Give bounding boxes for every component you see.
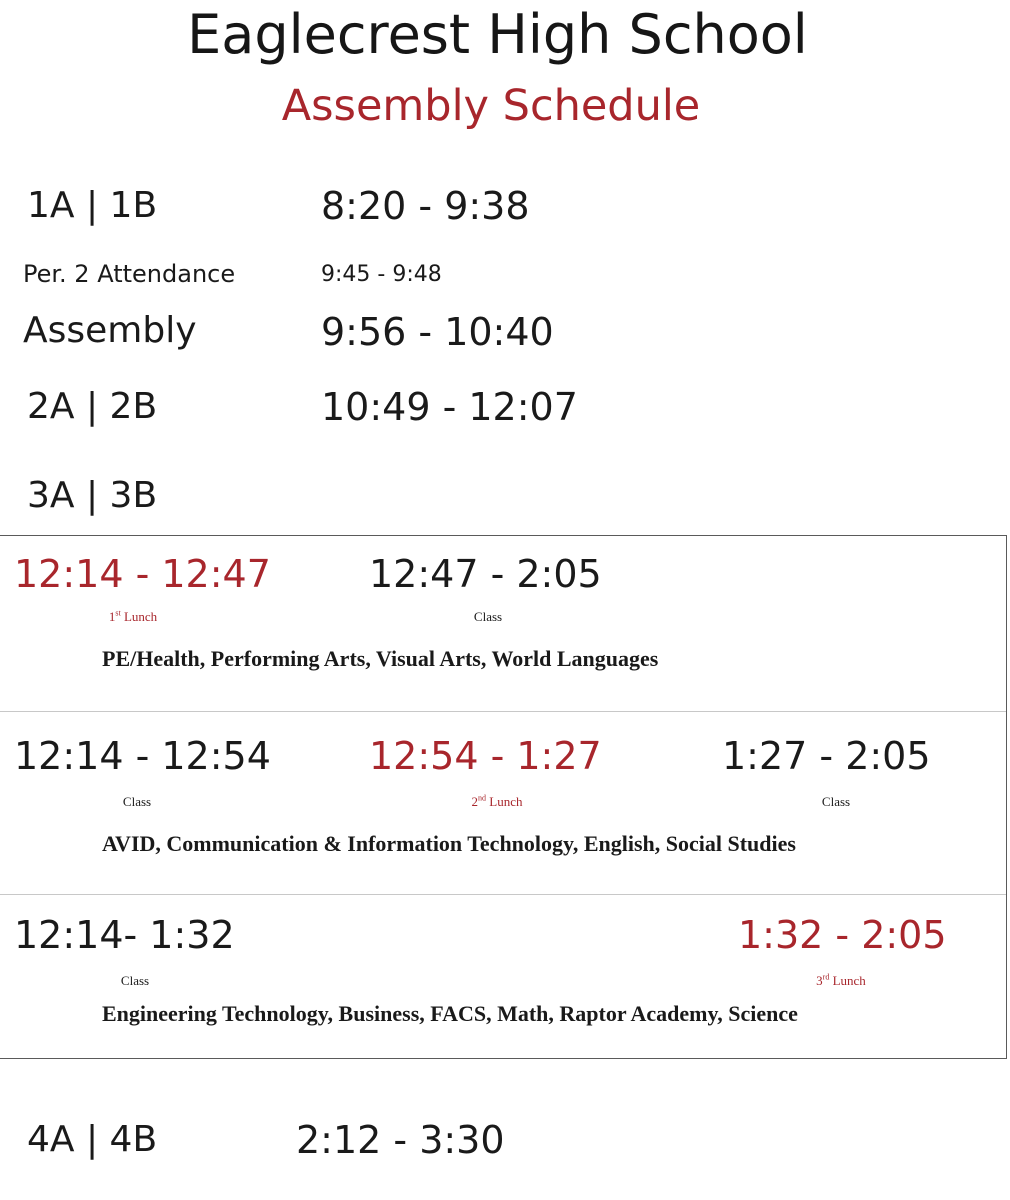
lunch3-slot-2-caption: 3rd Lunch <box>816 972 866 988</box>
lunch1-departments: PE/Health, Performing Arts, Visual Arts, World Languages <box>102 646 659 671</box>
lunch-schedule-box <box>0 535 1007 1059</box>
lunch-divider-2 <box>0 894 1006 895</box>
lunch1-slot-2-caption: Class <box>473 609 503 624</box>
lunch2-slot-2-caption: 2nd Lunch <box>471 793 523 809</box>
lunch2-slot-1-caption: Class <box>122 794 152 809</box>
lunch2-slot-3-time: 1:27 - 2:05 <box>722 734 931 778</box>
lunch3-departments: Engineering Technology, Business, FACS, Math, Raptor Academy, Science <box>102 1001 798 1026</box>
lunch2-slot-1-time: 12:14 - 12:54 <box>14 734 271 778</box>
period-time-assembly: 9:56 - 10:40 <box>321 310 554 354</box>
period-label-attendance: Per. 2 Attendance <box>23 260 236 288</box>
lunch2-slot-3-caption: Class <box>821 794 851 809</box>
lunch3-slot-2-time: 1:32 - 2:05 <box>738 913 947 957</box>
lunch3-slot-1-time: 12:14- 1:32 <box>14 913 235 957</box>
period-label-2: 2A | 2B <box>27 386 158 427</box>
lunch3-slot-1-caption: Class <box>120 973 150 988</box>
period-label-assembly: Assembly <box>23 310 197 351</box>
period-time-1: 8:20 - 9:38 <box>321 184 530 228</box>
period-time-4: 2:12 - 3:30 <box>296 1118 505 1162</box>
schedule-title: Assembly Schedule <box>281 81 701 131</box>
lunch2-slot-2-time: 12:54 - 1:27 <box>369 734 602 778</box>
period-time-2: 10:49 - 12:07 <box>321 385 578 429</box>
school-name: Eaglecrest High School <box>187 3 808 66</box>
period-label-1: 1A | 1B <box>27 185 158 226</box>
period-label-3: 3A | 3B <box>27 475 158 516</box>
period-label-4: 4A | 4B <box>27 1119 158 1160</box>
lunch1-slot-1-caption: 1st Lunch <box>108 608 158 624</box>
lunch1-slot-2-time: 12:47 - 2:05 <box>369 552 602 596</box>
lunch2-departments: AVID, Communication & Information Technology, English, Social Studies <box>102 831 796 856</box>
lunch1-slot-1-time: 12:14 - 12:47 <box>14 552 271 596</box>
lunch-divider-1 <box>0 711 1006 712</box>
period-time-attendance: 9:45 - 9:48 <box>321 262 442 287</box>
